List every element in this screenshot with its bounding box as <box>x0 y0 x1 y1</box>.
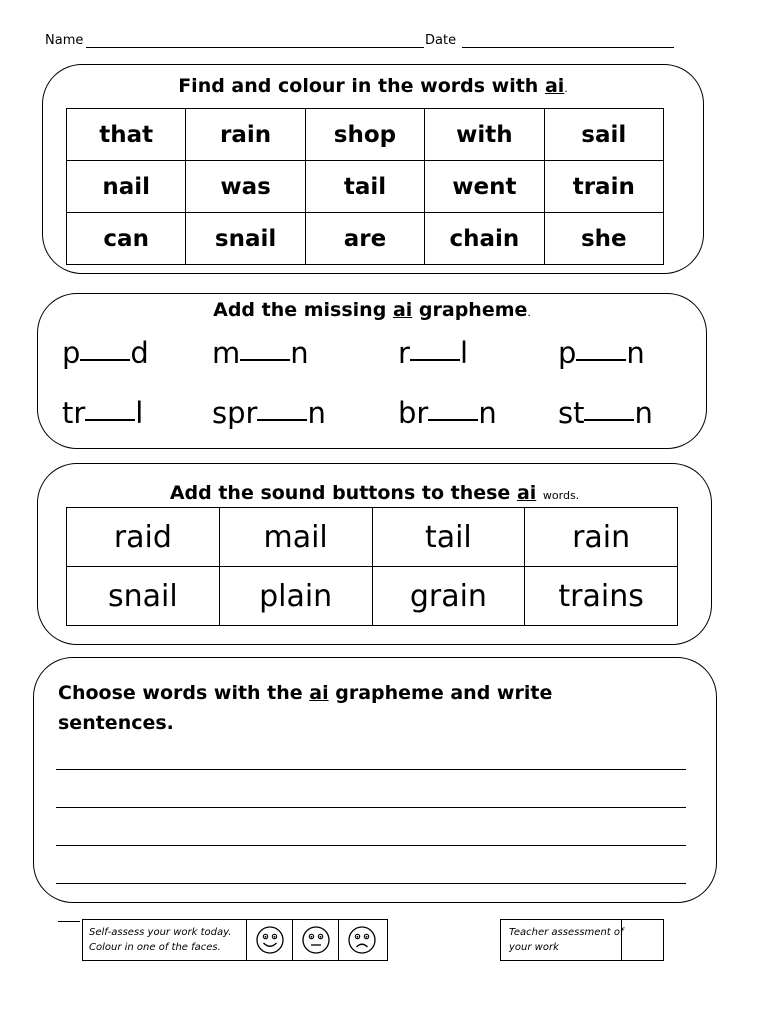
word-cell[interactable]: tail <box>305 161 424 213</box>
missing-word <box>212 336 309 370</box>
missing-grapheme-title: Add the missing ai grapheme. <box>213 299 531 321</box>
table-row <box>67 109 664 161</box>
word-start: tr <box>62 396 86 430</box>
sound-buttons-grid <box>66 507 678 626</box>
word-cell[interactable]: nail <box>67 161 186 213</box>
word-cell[interactable]: that <box>67 109 186 161</box>
target-grapheme: ai <box>544 75 565 97</box>
name-field[interactable] <box>86 35 424 48</box>
sound-word-cell[interactable]: mail <box>219 508 372 567</box>
word-cell[interactable]: rain <box>186 109 305 161</box>
target-grapheme: ai <box>516 482 537 504</box>
word-cell[interactable]: chain <box>425 213 544 265</box>
word-start: br <box>398 396 429 430</box>
missing-word <box>62 396 143 430</box>
grapheme-blank[interactable] <box>428 419 478 421</box>
writing-line-2[interactable] <box>56 807 686 808</box>
self-assessment-box <box>82 919 388 961</box>
word-end: l <box>459 336 468 370</box>
word-end: n <box>290 336 309 370</box>
missing-word <box>398 336 468 370</box>
sound-word-cell[interactable]: rain <box>525 508 678 567</box>
sound-word-cell[interactable]: snail <box>67 567 220 626</box>
writing-line-3[interactable] <box>56 845 686 846</box>
grapheme-blank[interactable] <box>576 359 626 361</box>
colour-words-grid <box>66 108 664 265</box>
teacher-assessment-text: Teacher assessment of your work <box>509 927 624 953</box>
table-row <box>67 508 678 567</box>
colour-words-title: Find and colour in the words with ai. <box>178 75 568 97</box>
word-cell[interactable]: train <box>544 161 663 213</box>
missing-word <box>558 336 645 370</box>
grapheme-blank[interactable] <box>240 359 290 361</box>
grapheme-blank[interactable] <box>257 419 307 421</box>
table-row <box>67 213 664 265</box>
sound-word-cell[interactable]: raid <box>67 508 220 567</box>
word-end: n <box>626 336 645 370</box>
word-end: n <box>478 396 497 430</box>
table-row <box>67 161 664 213</box>
writing-line-stub <box>58 921 80 922</box>
missing-word <box>212 396 326 430</box>
missing-word <box>558 396 653 430</box>
grapheme-blank[interactable] <box>85 419 135 421</box>
sentences-title: Choose words with the ai grapheme and write sentences. <box>58 682 553 734</box>
table-row <box>67 567 678 626</box>
word-end: d <box>130 336 149 370</box>
word-cell[interactable]: she <box>544 213 663 265</box>
sound-word-cell[interactable]: grain <box>372 567 525 626</box>
word-start: p <box>62 336 81 370</box>
sound-word-cell[interactable]: tail <box>372 508 525 567</box>
sad-face-option[interactable] <box>338 920 388 960</box>
missing-word <box>398 396 497 430</box>
word-end: n <box>634 396 653 430</box>
grapheme-blank[interactable] <box>410 359 460 361</box>
date-label: Date <box>425 33 457 48</box>
word-cell[interactable]: are <box>305 213 424 265</box>
date-field[interactable] <box>462 35 674 48</box>
word-cell[interactable]: with <box>425 109 544 161</box>
target-grapheme: ai <box>392 299 413 321</box>
sound-word-cell[interactable]: trains <box>525 567 678 626</box>
word-cell[interactable]: can <box>67 213 186 265</box>
sound-word-cell[interactable]: plain <box>219 567 372 626</box>
neutral-face-option[interactable] <box>292 920 339 960</box>
target-grapheme: ai <box>309 682 329 704</box>
word-cell[interactable]: shop <box>305 109 424 161</box>
missing-word <box>62 336 149 370</box>
word-start: p <box>558 336 577 370</box>
sad-face-icon <box>347 925 377 955</box>
word-cell[interactable]: sail <box>544 109 663 161</box>
self-assessment-text: Self-assess your work today. Colour in one of the faces. <box>89 927 232 953</box>
word-cell[interactable]: went <box>425 161 544 213</box>
word-start: spr <box>212 396 258 430</box>
word-cell[interactable]: was <box>186 161 305 213</box>
name-label: Name <box>45 33 84 48</box>
word-start: m <box>212 336 241 370</box>
teacher-assessment-box <box>500 919 664 961</box>
word-end: l <box>135 396 144 430</box>
word-cell[interactable]: snail <box>186 213 305 265</box>
grapheme-blank[interactable] <box>584 419 634 421</box>
word-start: r <box>398 336 410 370</box>
neutral-face-icon <box>301 925 331 955</box>
happy-face-option[interactable] <box>246 920 293 960</box>
word-end: n <box>307 396 326 430</box>
writing-line-1[interactable] <box>56 769 686 770</box>
happy-face-icon <box>255 925 285 955</box>
grapheme-blank[interactable] <box>80 359 130 361</box>
writing-line-4[interactable] <box>56 883 686 884</box>
teacher-assessment-cell[interactable] <box>621 920 664 960</box>
sound-buttons-title: Add the sound buttons to these ai words. <box>169 482 580 504</box>
word-start: st <box>558 396 585 430</box>
